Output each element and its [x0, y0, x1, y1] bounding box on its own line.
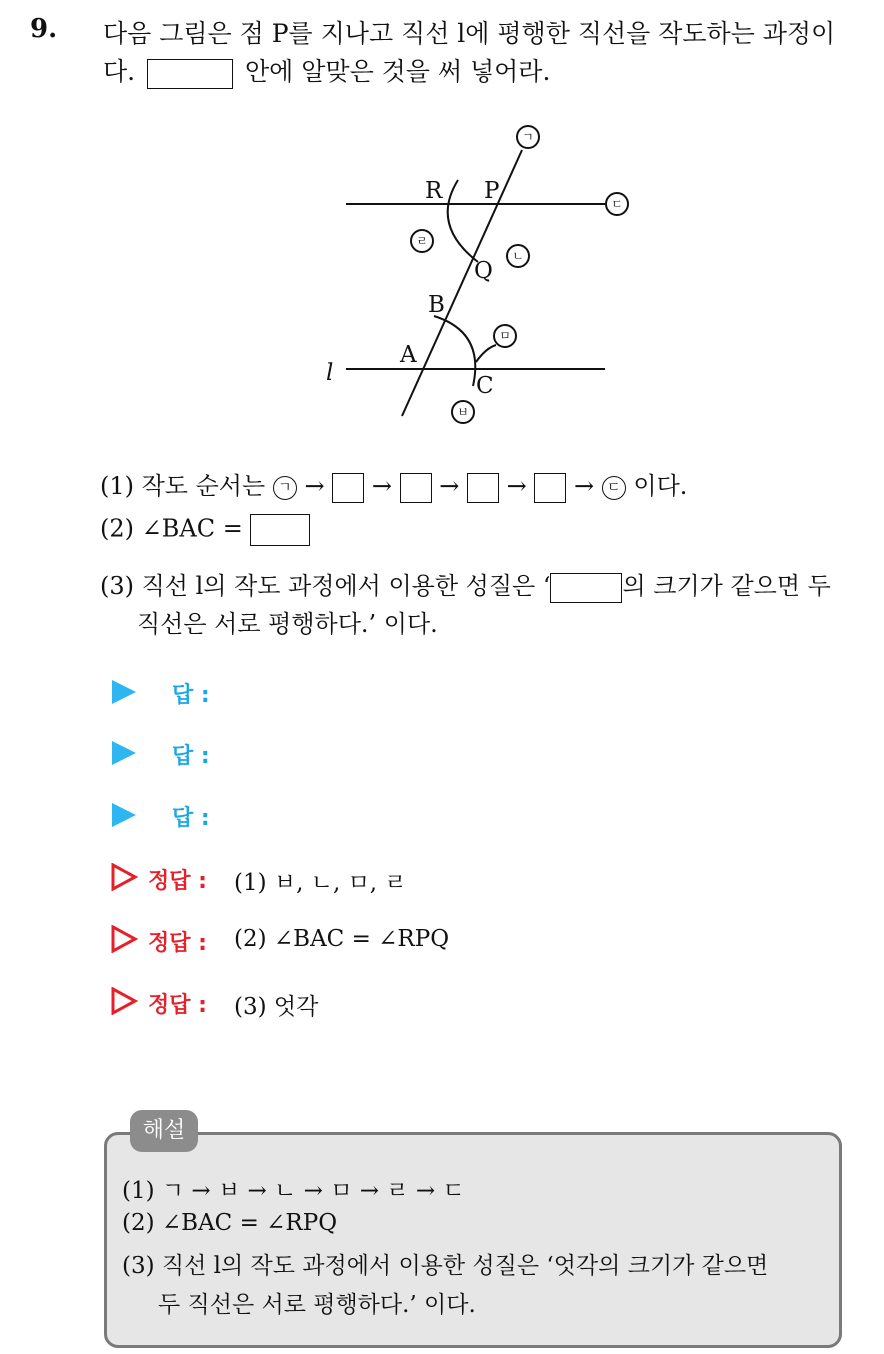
arrow: →: [506, 472, 527, 500]
question-line2-prefix: 다.: [103, 57, 136, 86]
answer-label: 답 :: [172, 806, 210, 831]
arc-c-small: [476, 345, 496, 362]
mark-bieup: ㅂ: [457, 405, 469, 419]
arrow: →: [304, 472, 325, 500]
explanation-line3: (3) 직선 l의 작도 과정에서 이용한 성질은 ‘엇각의 크기가 같으면: [122, 1253, 769, 1279]
explanation-line1: (1) ㄱ → ㅂ → ㄴ → ㅁ → ㄹ → ㄷ: [122, 1178, 465, 1204]
correct-marker-icon: [110, 925, 138, 953]
subquestion-2: [100, 514, 310, 546]
answer-label: 답 :: [172, 683, 210, 708]
construction-figure: [300, 110, 660, 430]
label-r: R: [425, 178, 443, 204]
label-b: B: [428, 292, 445, 318]
question-number: 9.: [30, 14, 58, 44]
blank-box: [147, 59, 233, 89]
explanation-tag: 해설: [130, 1110, 198, 1152]
order-blank-4: [534, 473, 566, 503]
arrow: →: [371, 472, 392, 500]
label-a: A: [400, 342, 417, 368]
order-blank-1: [332, 473, 364, 503]
correct-label: 정답 :: [148, 869, 207, 894]
answer-marker-icon: [112, 803, 136, 827]
label-l: l: [326, 360, 334, 386]
correct-answer-text: (1) ㅂ, ㄴ, ㅁ, ㄹ: [234, 870, 407, 896]
label-c: C: [476, 373, 494, 399]
correct-label: 정답 :: [148, 931, 207, 956]
sub3-prefix: (3) 직선 l의 작도 과정에서 이용한 성질은 ‘: [100, 572, 551, 600]
sub1-prefix: (1) 작도 순서는: [100, 472, 266, 500]
order-blank-3: [467, 473, 499, 503]
angle-blank: [250, 514, 310, 546]
arc-bc: [434, 316, 475, 386]
subquestion-3-line1: [100, 566, 831, 603]
mark-digeut: ㄷ: [611, 197, 623, 211]
property-blank: [550, 573, 622, 603]
question-text-line1: 다음 그림은 점 P를 지나고 직선 l에 평행한 직선을 작도하는 과정이: [103, 19, 836, 48]
label-p: P: [484, 178, 500, 204]
correct-label: 정답 :: [148, 993, 207, 1018]
arc-rq: [448, 180, 478, 262]
mark-giyeok: ㄱ: [522, 130, 534, 144]
label-q: Q: [474, 258, 493, 284]
subquestion-3-line2: 직선은 서로 평행하다.’ 이다.: [137, 610, 438, 638]
order-blank-2: [400, 473, 432, 503]
explanation-line4: 두 직선은 서로 평행하다.’ 이다.: [158, 1292, 476, 1318]
question-text-line2: [103, 52, 550, 89]
sub2-text: (2) ∠BAC =: [100, 514, 243, 543]
subquestion-1: [100, 466, 687, 503]
correct-answer-text: (2) ∠BAC = ∠RPQ: [234, 926, 450, 952]
sub3-suffix: 의 크기가 같으면 두: [622, 572, 831, 600]
sub1-start-mark: ㄱ: [273, 476, 297, 500]
sub1-suffix: 이다.: [633, 472, 688, 500]
answer-label: 답 :: [172, 744, 210, 769]
sub1-end-mark: ㄷ: [602, 476, 626, 500]
answer-marker-icon: [112, 741, 136, 765]
transversal-line: [402, 150, 522, 416]
answer-marker-icon: [112, 680, 136, 704]
correct-marker-icon: [110, 987, 138, 1015]
correct-answer-text: (3) 엇각: [234, 994, 319, 1020]
explanation-line2: (2) ∠BAC = ∠RPQ: [122, 1210, 338, 1236]
mark-rieul: ㄹ: [416, 234, 428, 248]
correct-marker-icon: [110, 863, 138, 891]
mark-mieum: ㅁ: [499, 329, 511, 343]
arrow: →: [574, 472, 595, 500]
mark-nieun: ㄴ: [512, 249, 524, 263]
question-line2-suffix: 안에 알맞은 것을 써 넣어라.: [245, 57, 551, 86]
arrow: →: [439, 472, 460, 500]
